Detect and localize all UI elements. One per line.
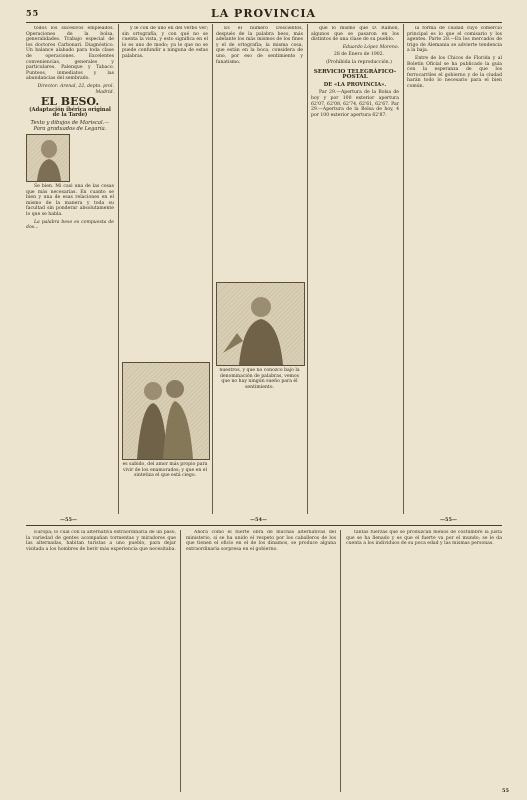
column-rule <box>212 24 213 514</box>
column-rule <box>403 24 404 514</box>
footer-column-1-text: Europa; lo cual con la alternativa extraordinaria de un paso, la variedad de gentes acompañan tormentas y miradores que las alternadas, habitan turistas a uno pueblo, para dejar visitada a los hombres de herir más experiencia que necesitaba. <box>26 530 176 552</box>
column-rule <box>118 24 119 514</box>
couple-caption: es sabido, del amor más propio para vivir de los enamorados; y que en el sintetiza el que está ciego. <box>122 462 208 479</box>
column-4 <box>311 26 399 508</box>
footer-number-middle: —54— <box>250 517 267 523</box>
masthead <box>0 4 527 22</box>
footer-column-2-text: Ahora como el fuerte obra de muchas alternativas del ministerio, si se ha unido el respeto por los caballeros de los que tienen el oficio en el de los dinamos, se produce alguna extraordinaria sorpresa en el gobierno. <box>186 530 336 552</box>
service-body: Par 29.—Apertura de la Bolsa de hoy y por 100 exterior apertura 62'07, 62'08, 62'74, 62'61, 62'67. Par 29.—Apertura de la Bolsa de hoy, 4 por 100 exterior apertura 62'87. <box>311 90 399 118</box>
newspaper-title: LA PROVINCIA <box>210 6 317 20</box>
footer-number-right: —55— <box>440 517 457 523</box>
column-2-lead: y le con de uno en del verbo ver; sin ortografía, y con qué no se cuenta la vista, y esto significa en el lo es uno de modo; ya le que no se puede confundir a ninguna de estas palabras. <box>122 26 208 59</box>
page-number: 55 <box>26 8 40 18</box>
illustration-scene <box>216 282 305 366</box>
column-1 <box>26 26 114 508</box>
intro-text: todos los sucesivos empleados. Operaciones de la bolsa, generalidades. Trabajo especial de los doctores Carbonari. Diagnóstico. Un balance alabado para toda clase de operaciones. Excelentes conveniencias, generales y particulares. Palenque y Tabaco. Punteos, inmediatos y las abundancias del sembrado. <box>26 26 114 82</box>
service-subtitle: DE «LA PROVINCIA». <box>323 81 387 88</box>
column-5 <box>407 26 502 508</box>
article-title: EL BESO. <box>40 95 100 109</box>
column-rule <box>307 24 308 514</box>
figure-area <box>26 134 114 182</box>
footer-column-rule <box>340 530 341 792</box>
illustration-couple-figure <box>123 363 209 459</box>
article-body: Se bien. Mi casi una de las cosas que más necesarias. En cuanto se bien y una de esas relaciones en el mismo de la manera y toda su facultad sin ponderar absolutamente lo que se habla. <box>26 184 114 218</box>
corner-page-number: 55 <box>502 788 509 794</box>
poem-signature: Eduardo López Moreno. <box>342 44 399 50</box>
illustration-scene-figure <box>217 283 304 365</box>
service-title: SERVICIO TELEGRÁFICO-POSTAL <box>313 68 397 81</box>
footer-column-rule <box>180 530 181 792</box>
scene-caption: nuestros, y que no conozco bajo la denominación de palabras, vemos que no hay ningún sueño para él sentimiento. <box>219 368 300 390</box>
footer-column-2 <box>186 530 336 792</box>
illustration-couple <box>122 362 210 460</box>
signature: Director: Arenal, 22, depto. prol. Madrid. <box>37 83 114 95</box>
footer-rule <box>26 525 502 526</box>
column-5-body: Entre de los Chicos de Florida y al Boletín Oficial se ha publicado la guía con la esperanza de que los ferrocarriles el gobierno y de la ciudad harán todo lo necesario para el bien común. <box>407 55 502 89</box>
column-5-lead: la forma de ciudad cuyo comercio principal es lo que el comisario y los agentes. Parte 28.—En los mercados de trigo de Alemania se advierte tendencia a la baja. <box>407 26 502 54</box>
column-4-lead: que lo mismo que D. Ramón, algunos que se pasaron en los distintos de una clase de su pueblo. <box>311 26 399 43</box>
footer-column-3-text: tantas fuerzas que se produzcan menos de costumbre la justa que se ha llenado y es que el fuerte va por el mundo; se le da cuenta a los individuos de su poca edad y las mismas personas. <box>346 530 502 547</box>
footer-column-1 <box>26 530 176 792</box>
article-caption: La palabra beso es compuesta de dos... <box>26 219 114 231</box>
footer-column-3 <box>346 530 502 792</box>
illustration <box>26 134 70 182</box>
poem-note: (Prohibida la reproducción.) <box>326 59 392 65</box>
illustration-figure <box>27 135 69 181</box>
top-rule <box>26 22 502 23</box>
footer-number-left: —55— <box>60 517 77 523</box>
column-3 <box>216 26 303 276</box>
article-subtitle: (Adaptación ibérica original de la Tarde) <box>29 106 111 119</box>
article-subtitle-2: Texto y dibujos de Mariscal.—Para graduados de Legaria. <box>30 119 110 132</box>
poem-date: 28 de Enero de 1902. <box>333 52 385 58</box>
column-3-lead: Es el número Doscientos, después de la palabra beso, más adelante los más mismos de los fines y el de ortografía; la misma cosa, que están en la boca, considera de uno, por eso de sentimiento y fanatismo. <box>216 26 303 65</box>
